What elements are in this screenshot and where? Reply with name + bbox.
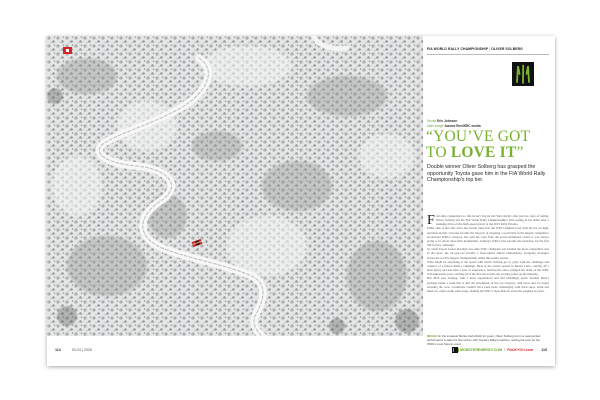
headline-line2-suffix: ” <box>516 144 524 161</box>
monster-mini-icon <box>452 347 458 353</box>
footer-right <box>452 347 547 353</box>
caption-label: IMAGE <box>427 334 437 338</box>
page-number-left: 114 <box>55 348 61 352</box>
section-header <box>427 47 549 51</box>
header-subject: OLIVER SOLBERG <box>491 47 523 51</box>
headline-line2-prefix: TO <box>426 144 451 161</box>
dropcap: F <box>427 214 435 228</box>
red-flag-icon <box>63 47 72 54</box>
footer-link-packyou[interactable]: PACKYOU.com <box>507 348 534 352</box>
issue-date: 03-04 | 2026 <box>71 348 92 352</box>
headline-line2 <box>426 145 552 161</box>
images-value: Jaanus Ree/WRC media <box>444 124 481 129</box>
headline <box>426 129 552 161</box>
body-p1: irst-time competing in a full-factory Toyota GR Yaris Rally1 after just two days of testing, Oliver Solberg left the FIA World Rally Championship's elite reeling in his debut after a stunning drive on the high-speed gravel of the 2025 Rally Estonia. <box>435 214 549 227</box>
magazine-spread <box>47 36 555 366</box>
footer-left <box>55 348 92 352</box>
body-paragraph: Either side of that July drive the Swede came into the WRC's highest level with the bar set high, and three Rally1 victories became the 'big job' of targeting a world title in the hugely competitive second-tier WRC2 category, but with his wins from the seven-nominated events it was always going to be about more than momentum. Solberg's WRC2 title became the backdrop for his first full-factory campaign. <box>427 226 549 248</box>
footer-slash: / <box>504 348 506 352</box>
words-label: Words <box>427 119 437 123</box>
body-paragraph: So when Toyota Gazoo Racing's two-time WRC champion was handed the most competitive seat in the sport, the 24-year-old became a front-runner almost immediately, swapping strategies before the world's biggest championship ended this team's season. <box>427 247 549 260</box>
body-paragraph: What might be surprising is the speed with which Solberg got to grips with the challenge and cadence of a full-on Rally1 campaign. Back at the season opener in Monte Carlo, coming off a knee injury and less than a year of experience, Solberg has since stamped his mark on the WRC with impressive pace, starting all of the first ten events and scoring points on the majority. <box>427 259 549 277</box>
main-photo <box>47 36 423 336</box>
article-body <box>427 214 549 332</box>
monster-claw-m-icon <box>512 62 534 86</box>
headline-emphasis: LOVE IT <box>450 144 517 161</box>
header-rule <box>427 54 549 55</box>
caption-text: On the snowiest Monte Carlo Rally for years, Oliver Solberg put in a near-perfect performance to take his first victory with Toyota's Rally1 machine, setting the tone for the WRC's most historic event. <box>427 334 541 347</box>
body-paragraph: But 2026 sees Solberg, with a more experienced and still blindingly quick 'normal' Rally1 package inside a team that is still the benchmark of the top category, with snow and ice stages awaiting the crew. Conditions couldn't have been more challenging with thick snow, slush and sheet ice, often on the same stage, making the WRC's most historic event the toughest in years. <box>427 276 549 293</box>
standfirst: Double winner Oliver Solberg has grasped the opportunity Toyota gave him in the FIA World Rally Championship's top tier. <box>427 164 546 184</box>
images-label: Main image <box>427 124 444 129</box>
page-number-right: 115 <box>541 348 547 352</box>
headline-line1: “YOU’VE GOT <box>426 128 531 145</box>
body-paragraph <box>427 214 549 226</box>
header-series: FIA WORLD RALLY CHAMPIONSHIP <box>427 47 489 51</box>
snow-forest-illustration <box>47 36 423 336</box>
header-separator: | <box>488 47 492 51</box>
photo-caption <box>427 334 549 346</box>
words-value: Eric Johnson <box>437 119 458 123</box>
footer-link-monster[interactable]: MONSTERENERGY.COM <box>459 348 503 352</box>
